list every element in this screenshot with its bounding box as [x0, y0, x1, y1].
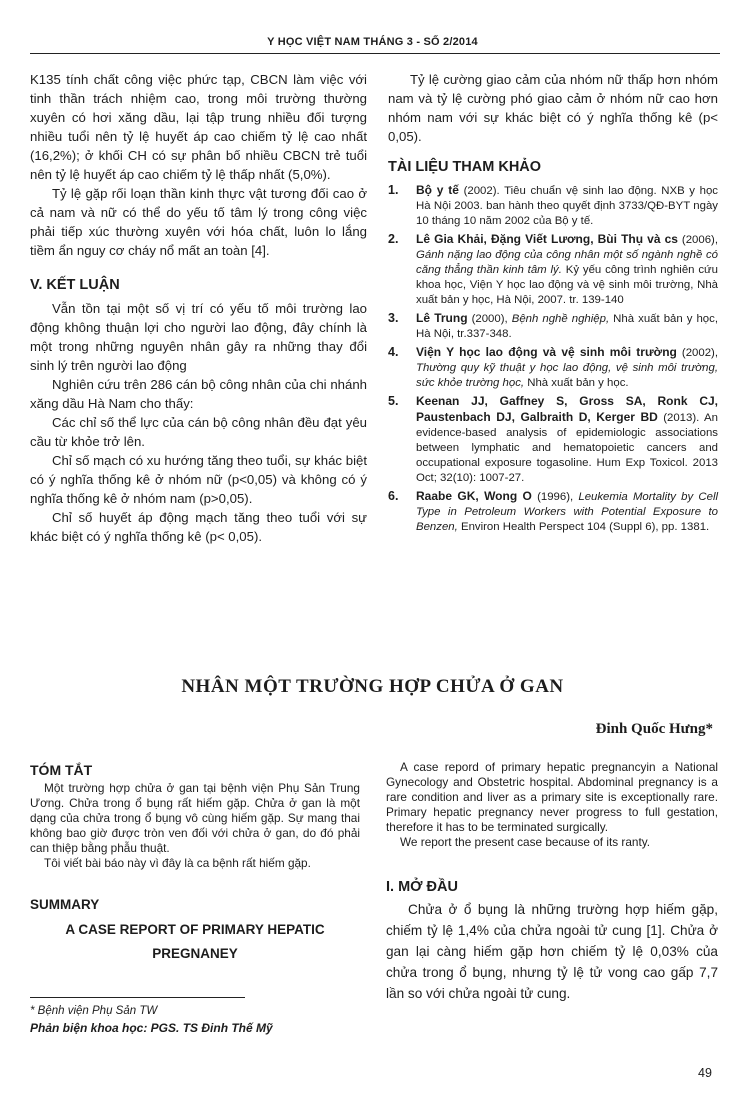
reference-item: 6. Raabe GK, Wong O (1996), Leukemia Mortality by Cell Type in Petroleum Workers with Potential Exposure to Benzen, Environ Health Perspect 104 (Suppl 6), pp. 1381. — [388, 489, 719, 533]
section-title-conclusion: V. KẾT LUẬN — [30, 277, 120, 293]
reference-item: 1. Bộ y tế (2002). Tiêu chuẩn vệ sinh lao động. NXB y học Hà Nội 2003. ban hành theo quyết định 3733/QĐ-BYT ngày 10 tháng 10 năm 2002 của Bộ y tế. — [388, 183, 718, 227]
paragraph: Tỷ lệ gặp rối loạn thần kinh thực vật tương đối cao ở cả nam và nữ có thể do yếu tố tâm lý trong công việc phải tiếp xúc thường xuyên với hóa chất, luôn lo lắng tiềm ẩn nguy cơ cháy nổ mất an toàn [4]. — [30, 186, 367, 258]
footnote-rule — [30, 997, 245, 998]
references-title: TÀI LIỆU THAM KHẢO — [388, 159, 542, 175]
reference-item: 2. Lê Gia Khải, Đặng Viết Lương, Bùi Thụ và cs (2006), Gánh nặng lao động của công nhân một số ngành nghề có căng thẳng thần kinh tâm lý. Kỷ yếu công trình nghiên cứu khoa học, Viện Y học lao động và vệ sinh môi trường, Nhà xuất bản y học, Hà Nội, 2007. tr. 139-140 — [388, 232, 718, 306]
right-column — [388, 70, 718, 538]
summary-subtitle: A CASE REPORT OF PRIMARY HEPATIC PREGNANEY — [65, 922, 325, 961]
abstract-en — [386, 760, 718, 850]
journal-header: Y HỌC VIỆT NAM THÁNG 3 - SỐ 2/2014 — [267, 36, 478, 48]
left-column — [30, 70, 367, 546]
paragraph: Tỷ lệ cường giao cảm của nhóm nữ thấp hơn nhóm nam và tỷ lệ cường phó giao cảm ở nhóm nữ cao hơn nhóm nam với sự khác biệt có ý nghĩa thống kê (p< 0,05). — [388, 72, 718, 144]
paragraph: Vẫn tồn tại một số vị trí có yếu tố môi trường lao động không thuận lợi cho người lao động, đây chính là một trong những nguyên nhân gây ra những thay đổi sinh lý trên người lao động — [30, 301, 367, 373]
paragraph: K135 tính chất công việc phức tạp, CBCN làm việc với tinh thần trách nhiệm cao, trong môi trường thường xuyên có hơi xăng dầu, lại tập trung nhiều đối tượng nhiều tuổi nên tỷ lệ huyết áp cao chiếm tỷ lệ cao nhất (16,2%); ở khối CH có sự phân bố nhiều CBCN trẻ tuổi nên tỷ lệ huyết áp cao chiếm tỷ lệ thấp nhất (5,0%). — [30, 72, 367, 182]
header-rule — [30, 53, 720, 54]
abstract-vi — [30, 762, 360, 966]
page-number: 49 — [698, 1066, 712, 1080]
footnote-reviewer: Phản biện khoa học: PGS. TS Đinh Thế Mỹ — [30, 1021, 273, 1035]
paragraph: Một trường hợp chửa ở gan tại bệnh viện Phụ Sản Trung Ương. Chửa trong ổ bụng rất hiếm gặp. Chửa ở gan là một dạng của chửa trong ổ bụng vô cùng hiếm gặp. Sự mang thai không bao giờ được tròn ven đối với chửa ở gan, do đó phải can thiệp bằng phẫu thuật. — [30, 781, 360, 855]
paragraph: Chỉ số mạch có xu hướng tăng theo tuổi, sự khác biệt có ý nghĩa thống kê ở nhóm nữ (p<0,05) và không có ý nghĩa thống kê ở nhóm nam (p>0,05). — [30, 453, 367, 506]
paragraph: Các chỉ số thể lực của cán bộ công nhân đều đạt yêu cầu từ khỏe trở lên. — [30, 415, 367, 449]
reference-item: 5. Keenan JJ, Gaffney S, Gross SA, Ronk CJ, Paustenbach DJ, Galbraith D, Kerger BD (2013). An evidence-based analysis of epidemiologic associations between lymphatic and hematopoietic cancers and occupational exposure togasoline. Hum Exp Toxicol. 2013 Oct; 32(10): 1007-27. — [388, 394, 718, 484]
paragraph: Nghiên cứu trên 286 cán bộ công nhân của chi nhánh xăng dầu Hà Nam cho thấy: — [30, 377, 367, 411]
article-title: NHÂN MỘT TRƯỜNG HỢP CHỬA Ở GAN — [181, 676, 564, 697]
paragraph: Tôi viết bài báo này vì đây là ca bệnh rất hiếm gặp. — [44, 856, 311, 870]
reference-item: 4. Viện Y học lao động và vệ sinh môi trường (2002), Thường quy kỹ thuật y học lao động, vệ sinh môi trường, sức khỏe trường học, Nhà xuất bản y học. — [388, 345, 718, 389]
reference-list — [388, 183, 718, 535]
summary-title: SUMMARY — [30, 897, 100, 912]
intro-section — [386, 879, 718, 1004]
abstract-title: TÓM TẮT — [30, 762, 93, 778]
paragraph: Chỉ số huyết áp động mạch tăng theo tuổi với sự khác biệt có ý nghĩa thống kê (p< 0,05). — [30, 510, 367, 544]
section-title-intro: I. MỞ ĐẦU — [386, 879, 458, 895]
article-author: Đinh Quốc Hưng* — [595, 721, 713, 737]
paragraph: Chửa ở ổ bụng là những trường hợp hiếm gặp, chiếm tỷ lệ 1,4% của chửa ngoài tử cung [1]. Chửa ở gan lại càng hiếm gặp hơn chiếm tỷ lệ 0,03% của chửa trong ổ bụng, nhưng tỷ lệ tử vong cao gấp 7,7 lần so với chửa ngoài tử cung. — [386, 902, 718, 1001]
footnote-affiliation: * Bệnh viện Phụ Sản TW — [30, 1005, 158, 1017]
paragraph: A case repord of primary hepatic pregnancyin a National Gynecology and Obstetric hospital. Abdominal pregnancy is a rare condition and liver as a primary site is exceptionally rare. Primary hepatic pregnancy never progress to full gestation, therefore it has to be terminated surgically. — [386, 760, 718, 834]
paragraph: We report the present case because of its ranty. — [400, 835, 651, 849]
reference-item: 3. Lê Trung (2000), Bệnh nghề nghiệp, Nhà xuất bản y học, Hà Nội, tr.337-348. — [388, 311, 719, 340]
